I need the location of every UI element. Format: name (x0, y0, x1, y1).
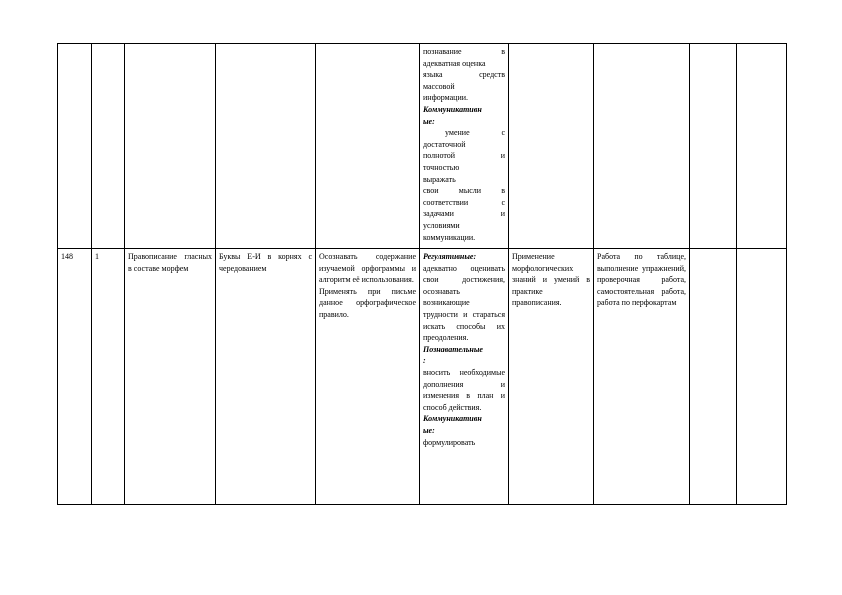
regulative-heading: Регулятивные: (423, 252, 477, 261)
uud-line: задачами и (423, 209, 505, 219)
cell-topic-empty (125, 44, 216, 249)
regulative-text: адекватно оценивать свои достижения, осознавать возникающие трудности и стараться искать способы их преодоления. (423, 263, 505, 343)
personal-results: Применение морфологических знаний и умений в практике правописания. (509, 249, 594, 505)
communicative-text: формулировать (423, 437, 476, 447)
cell-uud-continued (420, 44, 509, 249)
cell-col9 (690, 249, 737, 505)
cognitive-heading: Познавательные (423, 344, 483, 354)
cognitive-text: вносить необходимые дополнения и изменения в план и способ действия. (423, 367, 505, 412)
activity-types: Работа по таблице, выполнение упражнений, проверочная работа, самостоятельная работа, работа по перфокартам (594, 249, 690, 505)
uud-line: точностью (423, 162, 460, 172)
subject-results (316, 249, 420, 505)
communicative-heading-end: ые: (423, 425, 435, 435)
cell-subject-results-empty (316, 44, 420, 249)
cell-col10 (737, 249, 787, 505)
uud-line: достаточной (423, 139, 466, 149)
uud-line: адекватная оценка (423, 58, 486, 68)
cognitive-heading-colon: : (423, 356, 426, 366)
lesson-plan-table (57, 43, 787, 505)
uud-line: информации. (423, 93, 469, 103)
cell-hours-empty (92, 44, 125, 249)
cell-col9-empty (690, 44, 737, 249)
cell-number-empty (58, 44, 92, 249)
subject-results-p1: Осознавать содержание изучаемой орфограммы и алгоритм её использования. (319, 252, 416, 285)
uud-line: познавание в (423, 47, 505, 56)
uud-line: соответствии с (423, 197, 505, 207)
cell-personal-empty (509, 44, 594, 249)
subject-results-p2: Применять при письме данное орфографическое правило. (319, 286, 416, 319)
communicative-heading: Коммуникативн (423, 104, 482, 114)
uud-line: выражать (423, 174, 456, 184)
lesson-topic: Правописание гласных в составе морфем (125, 249, 216, 505)
communicative-heading: Коммуникативн (423, 414, 482, 424)
lesson-hours: 1 (92, 249, 125, 505)
cell-col10-empty (737, 44, 787, 249)
cell-content-empty (216, 44, 316, 249)
uud-line: языка средств (423, 70, 505, 80)
uud-line: массовой (423, 81, 455, 91)
cell-activities-empty (594, 44, 690, 249)
table-row-lesson-148 (58, 249, 787, 505)
lesson-content: Буквы Е-И в корнях с чередованием (216, 249, 316, 505)
uud-line: свои мысли в (423, 186, 505, 196)
uud-line: полнотой и (423, 151, 505, 161)
uud-line: умение с (445, 128, 505, 138)
lesson-number: 148 (58, 249, 92, 505)
table-row-continued (58, 44, 787, 249)
communicative-heading-end: ые: (423, 116, 435, 126)
uud-line: условиями (423, 220, 460, 230)
uud-line: коммуникации. (423, 232, 476, 242)
uud-cell (420, 249, 509, 505)
